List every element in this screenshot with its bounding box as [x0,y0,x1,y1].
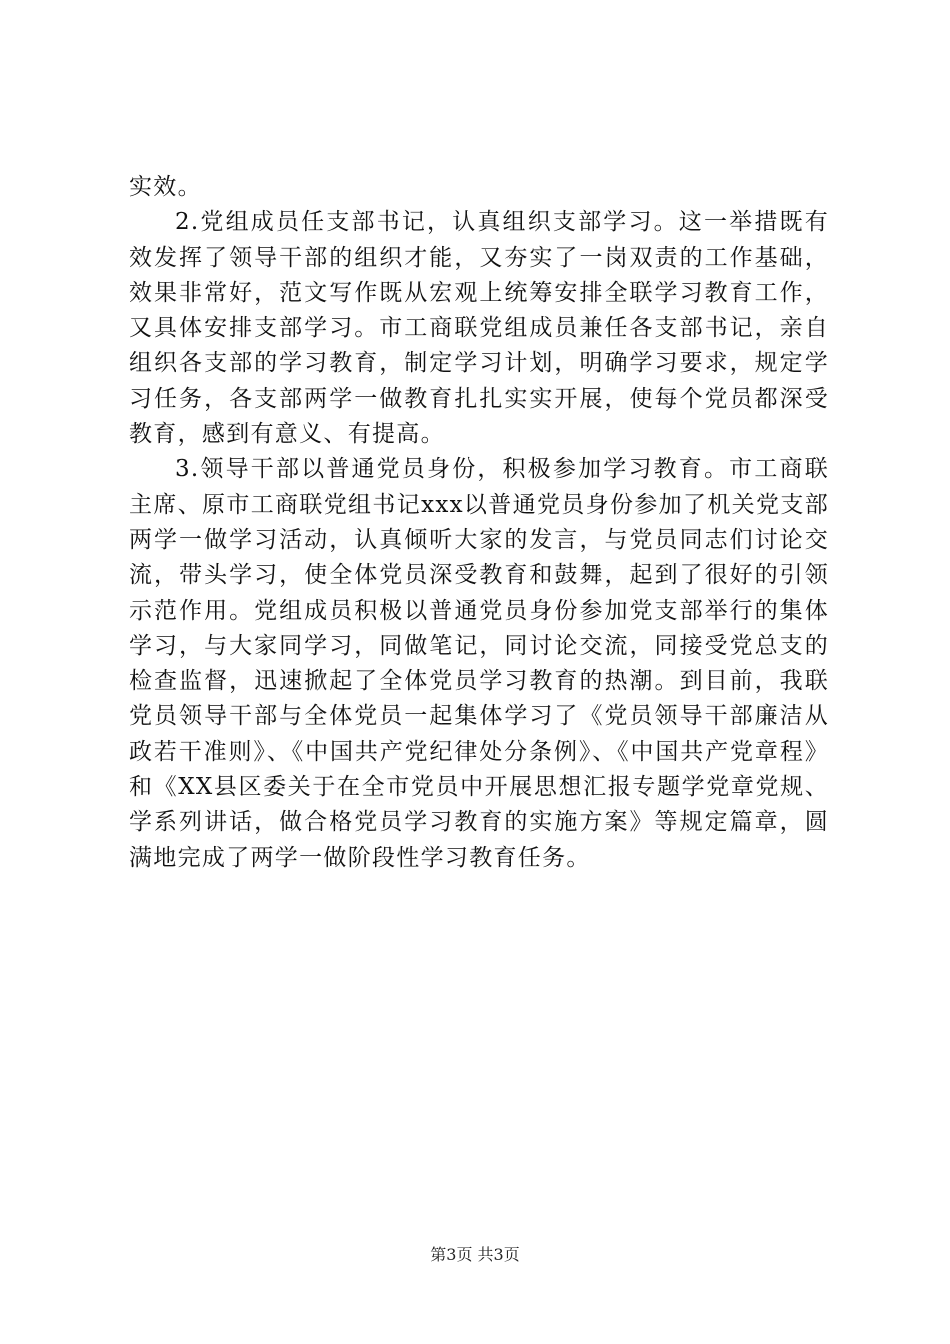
paragraph-item-2: 2.党组成员任支部书记，认真组织支部学习。这一举措既有效发挥了领导干部的组织才能，又夯实了一岗双责的工作基础，效果非常好，范文写作既从宏观上统筹安排全联学习教育工作，又具体安排支部学习。市工商联党组成员兼任各支部书记，亲自组织各支部的学习教育，制定学习计划，明确学习要求，规定学习任务，各支部两学一做教育扎扎实实开展，使每个党员都深受教育，感到有意义、有提高。 [129,209,829,448]
paragraph-continuation: 实效。 [129,174,202,200]
page-number-footer: 第3页 共3页 [430,1245,520,1264]
paragraph-item-3: 3.领导干部以普通党员身份，积极参加学习教育。市工商联主席、原市工商联党组书记xxx以普通党员身份参加了机关党支部两学一做学习活动，认真倾听大家的发言，与党员同志们讨论交流，带头学习，使全体党员深受教育和鼓舞，起到了很好的引领示范作用。党组成员积极以普通党员身份参加党支部举行的集体学习，与大家同学习，同做笔记，同讨论交流，同接受党总支的检查监督，迅速掀起了全体党员学习教育的热潮。到目前，我联党员领导干部与全体党员一起集体学习了《党员领导干部廉洁从政若干准则》、《中国共产党纪律处分条例》、《中国共产党章程》和《XX县区委关于在全市党员中开展思想汇报专题学党章党规、学系列讲话，做合格党员学习教育的实施方案》等规定篇章，圆满地完成了两学一做阶段性学习教育任务。 [129,456,829,871]
document-body [129,170,829,876]
